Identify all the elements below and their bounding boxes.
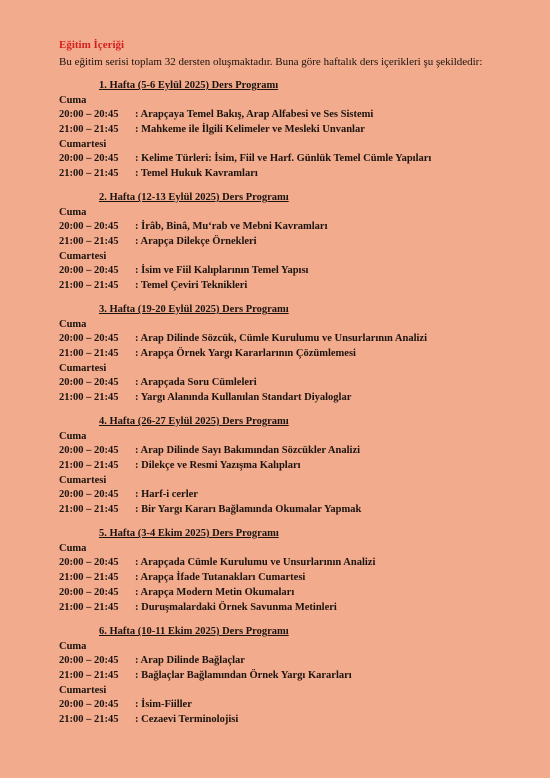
lesson-time: 20:00 – 20:45 <box>59 377 119 388</box>
lesson-topic: : İsim-Fiiller <box>135 699 192 710</box>
lesson-row <box>59 459 520 473</box>
lesson-time: 20:00 – 20:45 <box>59 489 119 500</box>
lesson-time: 21:00 – 21:45 <box>59 168 119 179</box>
lesson-row <box>59 264 520 278</box>
lesson-row <box>59 347 520 361</box>
lesson-row <box>59 332 520 346</box>
week-section <box>59 303 520 405</box>
week-header: 5. Hafta (3-4 Ekim 2025) Ders Programı <box>99 528 279 539</box>
lesson-time: 21:00 – 21:45 <box>59 602 119 613</box>
lesson-row <box>59 488 520 502</box>
week-header: 1. Hafta (5-6 Eylül 2025) Ders Programı <box>99 80 279 91</box>
day-label: Cumartesi <box>59 685 107 696</box>
lesson-topic: : Arap Dilinde Bağlaçlar <box>135 655 245 666</box>
day-label: Cuma <box>59 431 87 442</box>
lesson-topic: : Arapçada Soru Cümleleri <box>135 377 257 388</box>
lesson-row <box>59 503 520 517</box>
lesson-time: 21:00 – 21:45 <box>59 348 119 359</box>
lesson-row <box>59 279 520 293</box>
lesson-row <box>59 556 520 570</box>
lesson-time: 21:00 – 21:45 <box>59 280 119 291</box>
lesson-topic: : Arap Dilinde Sayı Bakımından Sözcükler Analizi <box>135 445 361 456</box>
lesson-topic: : Temel Çeviri Teknikleri <box>135 280 248 291</box>
lesson-topic: : Bağlaçlar Bağlamından Örnek Yargı Kararları <box>135 670 352 681</box>
week-header: 6. Hafta (10-11 Ekim 2025) Ders Programı <box>99 626 289 637</box>
lesson-row <box>59 152 520 166</box>
lesson-row <box>59 220 520 234</box>
week-header: 3. Hafta (19-20 Eylül 2025) Ders Programı <box>99 304 289 315</box>
lesson-row <box>59 123 520 137</box>
lesson-topic: : Arapça Dilekçe Örnekleri <box>135 236 257 247</box>
week-section <box>59 415 520 517</box>
lesson-time: 21:00 – 21:45 <box>59 572 119 583</box>
lesson-row <box>59 167 520 181</box>
week-section <box>59 79 520 181</box>
lesson-time: 20:00 – 20:45 <box>59 655 119 666</box>
lesson-row <box>59 391 520 405</box>
day-label: Cumartesi <box>59 139 107 150</box>
lesson-topic: : Bir Yargı Kararı Bağlamında Okumalar Yapmak <box>135 504 362 515</box>
lesson-time: 20:00 – 20:45 <box>59 153 119 164</box>
lesson-row <box>59 713 520 727</box>
lesson-row <box>59 601 520 615</box>
lesson-time: 21:00 – 21:45 <box>59 236 119 247</box>
lesson-row <box>59 571 520 585</box>
lesson-time: 21:00 – 21:45 <box>59 670 119 681</box>
lesson-time: 21:00 – 21:45 <box>59 392 119 403</box>
week-header: 4. Hafta (26-27 Eylül 2025) Ders Programı <box>99 416 289 427</box>
lesson-time: 20:00 – 20:45 <box>59 557 119 568</box>
lesson-time: 20:00 – 20:45 <box>59 109 119 120</box>
lesson-time: 20:00 – 20:45 <box>59 265 119 276</box>
lesson-row <box>59 698 520 712</box>
day-label: Cuma <box>59 319 87 330</box>
lesson-topic: : Arapça İfade Tutanakları Cumartesi <box>135 572 306 583</box>
lesson-topic: : Mahkeme ile İlgili Kelimeler ve Mesleki Unvanlar <box>135 124 365 135</box>
lesson-row <box>59 586 520 600</box>
lesson-topic: : Harf-i cerler <box>135 489 198 500</box>
lesson-topic: : Yargı Alanında Kullanılan Standart Diyaloglar <box>135 392 352 403</box>
lesson-time: 20:00 – 20:45 <box>59 445 119 456</box>
lesson-topic: : Cezaevi Terminolojisi <box>135 714 239 725</box>
lesson-topic: : Kelime Türleri: İsim, Fiil ve Harf. Günlük Temel Cümle Yapıları <box>135 153 432 164</box>
lesson-topic: : Arapçada Cümle Kurulumu ve Unsurlarının Analizi <box>135 557 376 568</box>
lesson-topic: : İrâb, Binâ, Mu‘rab ve Mebni Kavramları <box>135 221 328 232</box>
day-label: Cumartesi <box>59 363 107 374</box>
lesson-topic: : Arapça Örnek Yargı Kararlarının Çözümlemesi <box>135 348 356 359</box>
lesson-topic: : İsim ve Fiil Kalıplarının Temel Yapısı <box>135 265 309 276</box>
day-label: Cuma <box>59 543 87 554</box>
lesson-row <box>59 654 520 668</box>
lesson-topic: : Duruşmalardaki Örnek Savunma Metinleri <box>135 602 337 613</box>
lesson-row <box>59 444 520 458</box>
lesson-topic: : Arapçaya Temel Bakış, Arap Alfabesi ve Ses Sistemi <box>135 109 374 120</box>
lesson-topic: : Arapça Modern Metin Okumaları <box>135 587 295 598</box>
lesson-time: 20:00 – 20:45 <box>59 221 119 232</box>
lesson-time: 20:00 – 20:45 <box>59 333 119 344</box>
lesson-time: 21:00 – 21:45 <box>59 504 119 515</box>
day-label: Cumartesi <box>59 475 107 486</box>
week-section <box>59 527 520 615</box>
lesson-topic: : Arap Dilinde Sözcük, Cümle Kurulumu ve Unsurlarının Analizi <box>135 333 428 344</box>
weeks-container <box>59 79 520 727</box>
lesson-time: 21:00 – 21:45 <box>59 714 119 725</box>
lesson-topic: : Dilekçe ve Resmi Yazışma Kalıpları <box>135 460 301 471</box>
lesson-time: 20:00 – 20:45 <box>59 699 119 710</box>
lesson-row <box>59 108 520 122</box>
lesson-time: 21:00 – 21:45 <box>59 124 119 135</box>
day-label: Cuma <box>59 641 87 652</box>
lesson-row <box>59 235 520 249</box>
lesson-row <box>59 376 520 390</box>
lesson-topic: : Temel Hukuk Kavramları <box>135 168 258 179</box>
intro-paragraph: Bu eğitim serisi toplam 32 dersten oluşmaktadır. Buna göre haftalık ders içerikleri şu şekildedir: <box>59 56 483 68</box>
lesson-time: 21:00 – 21:45 <box>59 460 119 471</box>
day-label: Cuma <box>59 207 87 218</box>
week-section <box>59 191 520 293</box>
lesson-row <box>59 669 520 683</box>
day-label: Cuma <box>59 95 87 106</box>
week-header: 2. Hafta (12-13 Eylül 2025) Ders Programı <box>99 192 289 203</box>
document-title: Eğitim İçeriği <box>59 39 125 51</box>
lesson-time: 20:00 – 20:45 <box>59 587 119 598</box>
week-section <box>59 625 520 727</box>
day-label: Cumartesi <box>59 251 107 262</box>
